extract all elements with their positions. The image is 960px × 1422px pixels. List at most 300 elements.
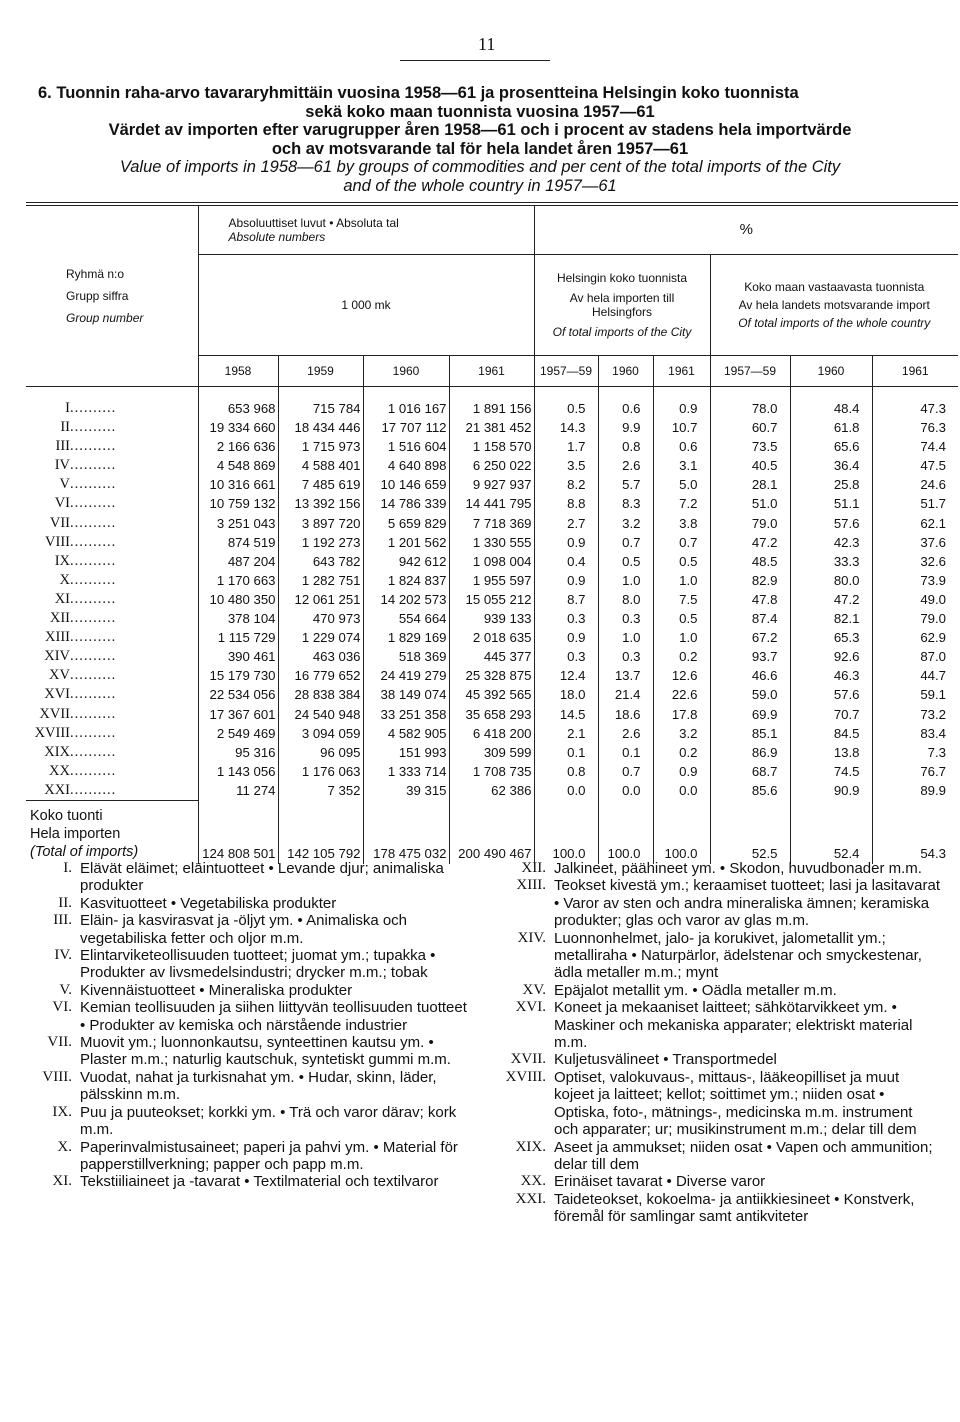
legend-description: Teokset kivestä ym.; keraamiset tuotteet; lasi ja lasitavarat • Varor av sten och andra mineraliska ämnen; keramiska produkter; glas och varor av glas m.m. xyxy=(554,877,940,930)
legend-group-number: I. xyxy=(63,860,72,876)
legend-left-column xyxy=(26,860,476,1191)
year-header: 1961 xyxy=(653,356,710,387)
percent-cell: 61.8 xyxy=(790,418,872,437)
city-share-en: Of total imports of the City xyxy=(552,325,692,339)
group-label xyxy=(26,456,198,475)
percent-cell: 0.2 xyxy=(653,743,710,762)
percent-cell: 84.5 xyxy=(790,724,872,743)
table-row xyxy=(26,571,958,590)
city-share-sv: Av hela importen till Helsingfors xyxy=(569,291,675,319)
absolute-value-cell: 10 146 659 xyxy=(363,475,449,494)
legend-group-number: VIII. xyxy=(42,1068,72,1085)
absolute-value-cell: 28 838 384 xyxy=(278,685,363,704)
group-header-sv: Grupp siffra xyxy=(66,289,129,303)
table-row xyxy=(26,387,958,419)
legend-group-number: VII. xyxy=(47,1034,72,1051)
percent-cell: 51.0 xyxy=(710,494,790,513)
total-label-fi: Koko tuonti xyxy=(30,807,103,824)
legend-group-number: XVI. xyxy=(515,999,546,1016)
percent-cell: 2.6 xyxy=(598,456,653,475)
legend-right-column xyxy=(500,860,940,1226)
percent-cell: 32.6 xyxy=(872,552,958,571)
legend-group-number: II. xyxy=(58,894,72,911)
percent-cell: 79.0 xyxy=(710,514,790,533)
legend-description: Kivennäistuotteet • Mineraliska produkter xyxy=(80,981,353,999)
group-roman-numeral: VI xyxy=(54,495,70,512)
legend-description: Kasvituotteet • Vegetabiliska produkter xyxy=(80,894,337,912)
percent-cell: 62.9 xyxy=(872,628,958,647)
percent-cell: 1.7 xyxy=(534,437,598,456)
table-top-rule xyxy=(26,202,958,203)
legend-item xyxy=(500,999,940,1051)
group-roman-numeral: IX xyxy=(54,552,70,569)
legend-description: Koneet ja mekaaniset laitteet; sähkötarvikkeet ym. • Maskiner och mekaniska apparater; elektriskt material m.m. xyxy=(554,999,913,1052)
percent-cell: 13.8 xyxy=(790,743,872,762)
percent-cell: 67.2 xyxy=(710,628,790,647)
legend-item xyxy=(26,860,476,895)
absolute-value-cell: 12 061 251 xyxy=(278,590,363,609)
absolute-value-cell: 7 718 369 xyxy=(449,514,534,533)
percent-cell: 0.1 xyxy=(598,743,653,762)
group-roman-numeral: IV xyxy=(54,457,70,474)
percent-cell: 8.8 xyxy=(534,494,598,513)
group-roman-numeral: VII xyxy=(49,514,70,531)
absolute-value-cell: 4 548 869 xyxy=(198,456,278,475)
title-swedish-line2: och av motsvarande tal för hela landet åren 1957—61 xyxy=(271,139,689,158)
total-row xyxy=(26,800,958,864)
percent-cell: 3.2 xyxy=(598,514,653,533)
percent-cell: 0.3 xyxy=(598,609,653,628)
percent-cell: 0.7 xyxy=(598,533,653,552)
absolute-value-cell: 4 640 898 xyxy=(363,456,449,475)
percent-cell: 1.0 xyxy=(598,628,653,647)
year-header: 1959 xyxy=(278,356,363,387)
absolute-value-cell: 3 897 720 xyxy=(278,514,363,533)
absolute-value-cell: 10 316 661 xyxy=(198,475,278,494)
absolute-value-cell: 9 927 937 xyxy=(449,475,534,494)
legend-group-number: X. xyxy=(57,1138,72,1155)
legend-description: Elintarviketeollisuuden tuotteet; juomat ym.; tupakka • Produkter av livsmedelsindustri; drycker m.m.; tobak xyxy=(80,947,436,982)
legend-description: Optiset, valokuvaus-, mittaus-, lääkeopilliset ja muut kojeet ja laitteet; kellot; soittimet ym.; niiden osat • Optiska, foto-, mätnings-, medicinska m.m. instrument och apparater; ur; musikinstrument m.m.; delar till dem xyxy=(554,1068,917,1139)
percent-cell: 57.6 xyxy=(790,685,872,704)
absolute-value-cell: 45 392 565 xyxy=(449,685,534,704)
dot-leader: .......... xyxy=(70,705,117,722)
legend-item xyxy=(500,1139,940,1174)
percent-cell: 70.7 xyxy=(790,705,872,724)
percent-cell: 51.1 xyxy=(790,494,872,513)
absolute-value-cell: 518 369 xyxy=(363,647,449,666)
legend-item xyxy=(500,930,940,982)
absolute-value-cell: 463 036 xyxy=(278,647,363,666)
percent-cell: 87.0 xyxy=(872,647,958,666)
percent-cell: 0.6 xyxy=(598,387,653,419)
absolute-header-fisv: Absoluuttiset luvut • Absoluta tal xyxy=(228,216,399,230)
absolute-value-cell: 715 784 xyxy=(278,387,363,419)
percent-cell: 74.4 xyxy=(872,437,958,456)
percent-cell: 2.7 xyxy=(534,514,598,533)
page-number-rule xyxy=(400,60,550,61)
group-label xyxy=(26,724,198,743)
percent-header: % xyxy=(534,206,958,255)
percent-cell: 85.1 xyxy=(710,724,790,743)
absolute-value-cell: 15 179 730 xyxy=(198,666,278,685)
year-header: 1961 xyxy=(872,356,958,387)
table-row xyxy=(26,552,958,571)
group-label xyxy=(26,666,198,685)
table-row xyxy=(26,456,958,475)
absolute-value-cell: 1 170 663 xyxy=(198,571,278,590)
absolute-header-en: Absolute numbers xyxy=(228,230,326,244)
total-value-cell: 142 105 792 xyxy=(278,800,363,864)
percent-cell: 65.6 xyxy=(790,437,872,456)
percent-cell: 1.0 xyxy=(653,628,710,647)
legend-description: Paperinvalmistusaineet; paperi ja pahvi ym. • Material för papperstillverkning; papper och papp m.m. xyxy=(80,1138,458,1173)
percent-cell: 9.9 xyxy=(598,418,653,437)
legend-description: Jalkineet, päähineet ym. • Skodon, huvudbonader m.m. xyxy=(554,860,922,877)
table-row xyxy=(26,647,958,666)
absolute-value-cell: 6 250 022 xyxy=(449,456,534,475)
import-value-table xyxy=(26,206,958,864)
percent-cell: 12.6 xyxy=(653,666,710,685)
group-label xyxy=(26,781,198,801)
absolute-value-cell: 1 098 004 xyxy=(449,552,534,571)
absolute-value-cell: 3 094 059 xyxy=(278,724,363,743)
group-roman-numeral: XI xyxy=(54,590,70,607)
group-label xyxy=(26,494,198,513)
absolute-value-cell: 390 461 xyxy=(198,647,278,666)
percent-cell: 89.9 xyxy=(872,781,958,801)
group-label xyxy=(26,647,198,666)
absolute-value-cell: 14 202 573 xyxy=(363,590,449,609)
percent-cell: 60.7 xyxy=(710,418,790,437)
absolute-value-cell: 17 367 601 xyxy=(198,705,278,724)
percent-cell: 85.6 xyxy=(710,781,790,801)
group-label xyxy=(26,552,198,571)
percent-cell: 8.3 xyxy=(598,494,653,513)
percent-cell: 0.6 xyxy=(653,437,710,456)
absolute-value-cell: 24 540 948 xyxy=(278,705,363,724)
total-value-cell: 200 490 467 xyxy=(449,800,534,864)
absolute-value-cell: 38 149 074 xyxy=(363,685,449,704)
percent-cell: 3.5 xyxy=(534,456,598,475)
absolute-value-cell: 2 166 636 xyxy=(198,437,278,456)
percent-cell: 1.0 xyxy=(653,571,710,590)
legend-item xyxy=(26,895,476,912)
percent-cell: 51.7 xyxy=(872,494,958,513)
title-finnish: 6. Tuonnin raha-arvo tavararyhmittäin vuosina 1958—61 ja prosentteina Helsingin koko tuonnista xyxy=(38,84,799,102)
absolute-value-cell: 2 018 635 xyxy=(449,628,534,647)
dot-leader: .......... xyxy=(70,419,117,436)
group-roman-numeral: XII xyxy=(49,610,70,627)
absolute-value-cell: 3 251 043 xyxy=(198,514,278,533)
percent-cell: 47.8 xyxy=(710,590,790,609)
year-header: 1960 xyxy=(598,356,653,387)
absolute-value-cell: 33 251 358 xyxy=(363,705,449,724)
dot-leader: .......... xyxy=(70,476,117,493)
legend-description: Elävät eläimet; eläintuotteet • Levande djur; animaliska produkter xyxy=(80,860,444,895)
percent-cell: 8.7 xyxy=(534,590,598,609)
legend-item xyxy=(26,1104,476,1139)
percent-cell: 0.2 xyxy=(653,647,710,666)
total-value-cell: 54.3 xyxy=(872,800,958,864)
country-share-sv: Av hela landets motsvarande import xyxy=(738,298,930,312)
group-label xyxy=(26,609,198,628)
absolute-value-cell: 14 786 339 xyxy=(363,494,449,513)
percent-cell: 5.7 xyxy=(598,475,653,494)
table-row xyxy=(26,475,958,494)
table-title-block xyxy=(20,84,940,196)
legend-item xyxy=(500,982,940,999)
percent-cell: 13.7 xyxy=(598,666,653,685)
absolute-value-cell: 1 229 074 xyxy=(278,628,363,647)
absolute-value-cell: 4 582 905 xyxy=(363,724,449,743)
group-roman-numeral: XVI xyxy=(44,686,70,703)
percent-cell: 76.7 xyxy=(872,762,958,781)
total-label-sv: Hela importen xyxy=(30,825,121,842)
percent-cell: 22.6 xyxy=(653,685,710,704)
legend-description: Vuodat, nahat ja turkisnahat ym. • Hudar, skinn, läder, pälsskinn m.m. xyxy=(80,1068,437,1104)
percent-cell: 42.3 xyxy=(790,533,872,552)
year-header: 1958 xyxy=(198,356,278,387)
percent-cell: 79.0 xyxy=(872,609,958,628)
percent-cell: 21.4 xyxy=(598,685,653,704)
percent-cell: 14.3 xyxy=(534,418,598,437)
percent-cell: 0.3 xyxy=(534,609,598,628)
absolute-value-cell: 14 441 795 xyxy=(449,494,534,513)
percent-cell: 69.9 xyxy=(710,705,790,724)
legend-item xyxy=(26,982,476,999)
percent-cell: 3.2 xyxy=(653,724,710,743)
legend-item xyxy=(500,1069,940,1139)
group-roman-numeral: X xyxy=(59,571,70,588)
legend-group-number: IV. xyxy=(54,947,72,964)
percent-cell: 0.8 xyxy=(534,762,598,781)
year-header: 1961 xyxy=(449,356,534,387)
legend-group-number: IX. xyxy=(52,1103,72,1120)
table-row xyxy=(26,628,958,647)
absolute-value-cell: 942 612 xyxy=(363,552,449,571)
total-value-cell: 124 808 501 xyxy=(198,800,278,864)
percent-cell: 47.3 xyxy=(872,387,958,419)
absolute-value-cell: 1 143 056 xyxy=(198,762,278,781)
dot-leader: .......... xyxy=(70,457,117,474)
year-header: 1957—59 xyxy=(534,356,598,387)
percent-cell: 0.0 xyxy=(534,781,598,801)
group-label xyxy=(26,628,198,647)
dot-leader: .......... xyxy=(70,514,117,531)
percent-cell: 0.1 xyxy=(534,743,598,762)
absolute-value-cell: 309 599 xyxy=(449,743,534,762)
percent-cell: 7.3 xyxy=(872,743,958,762)
absolute-value-cell: 1 829 169 xyxy=(363,628,449,647)
percent-cell: 83.4 xyxy=(872,724,958,743)
group-label xyxy=(26,590,198,609)
percent-cell: 0.9 xyxy=(653,387,710,419)
table-row xyxy=(26,743,958,762)
group-roman-numeral: XXI xyxy=(44,781,70,798)
percent-cell: 80.0 xyxy=(790,571,872,590)
percent-cell: 0.0 xyxy=(653,781,710,801)
percent-cell: 0.5 xyxy=(653,552,710,571)
dot-leader: .......... xyxy=(70,724,117,741)
table-row xyxy=(26,685,958,704)
legend-item xyxy=(26,912,476,947)
group-label xyxy=(26,475,198,494)
percent-cell: 33.3 xyxy=(790,552,872,571)
percent-cell: 47.2 xyxy=(790,590,872,609)
absolute-value-cell: 95 316 xyxy=(198,743,278,762)
absolute-value-cell: 1 955 597 xyxy=(449,571,534,590)
legend-item xyxy=(26,1139,476,1174)
absolute-value-cell: 554 664 xyxy=(363,609,449,628)
year-header: 1960 xyxy=(363,356,449,387)
absolute-value-cell: 15 055 212 xyxy=(449,590,534,609)
percent-cell: 68.7 xyxy=(710,762,790,781)
percent-cell: 46.6 xyxy=(710,666,790,685)
group-label xyxy=(26,705,198,724)
legend-item xyxy=(500,1173,940,1190)
legend-item xyxy=(500,1191,940,1226)
percent-cell: 3.8 xyxy=(653,514,710,533)
total-value-cell: 100.0 xyxy=(598,800,653,864)
absolute-value-cell: 1 824 837 xyxy=(363,571,449,590)
absolute-value-cell: 1 201 562 xyxy=(363,533,449,552)
percent-cell: 49.0 xyxy=(872,590,958,609)
percent-cell: 2.6 xyxy=(598,724,653,743)
city-share-header xyxy=(534,255,710,356)
percent-cell: 7.2 xyxy=(653,494,710,513)
absolute-value-cell: 1 891 156 xyxy=(449,387,534,419)
legend-description: Tekstiiliaineet ja -tavarat • Textilmaterial och textilvaror xyxy=(80,1173,439,1191)
percent-cell: 73.9 xyxy=(872,571,958,590)
percent-cell: 0.9 xyxy=(534,571,598,590)
dot-leader: .......... xyxy=(70,552,117,569)
group-roman-numeral: I xyxy=(65,400,70,416)
group-label xyxy=(26,514,198,533)
dot-leader: .......... xyxy=(70,571,117,588)
absolute-value-cell: 2 549 469 xyxy=(198,724,278,743)
table-row xyxy=(26,705,958,724)
table-row xyxy=(26,590,958,609)
percent-cell: 17.8 xyxy=(653,705,710,724)
group-roman-numeral: XX xyxy=(49,762,70,779)
percent-cell: 3.1 xyxy=(653,456,710,475)
country-share-fi: Koko maan vastaavasta tuonnista xyxy=(744,280,925,294)
title-finnish-line2: sekä koko maan tuonnista vuosina 1957—61 xyxy=(305,102,655,121)
percent-cell: 1.0 xyxy=(598,571,653,590)
dot-leader: .......... xyxy=(70,743,117,760)
dot-leader: .......... xyxy=(70,667,117,684)
dot-leader: .......... xyxy=(70,686,117,703)
percent-cell: 57.6 xyxy=(790,514,872,533)
percent-cell: 0.7 xyxy=(653,533,710,552)
percent-cell: 59.1 xyxy=(872,685,958,704)
dot-leader: .......... xyxy=(70,648,117,665)
legend-description: Kuljetusvälineet • Transportmedel xyxy=(554,1051,777,1069)
percent-cell: 90.9 xyxy=(790,781,872,801)
page-number: 11 xyxy=(478,34,496,54)
absolute-value-cell: 22 534 056 xyxy=(198,685,278,704)
absolute-value-cell: 10 759 132 xyxy=(198,494,278,513)
group-number-header xyxy=(26,206,198,387)
absolute-value-cell: 16 779 652 xyxy=(278,666,363,685)
percent-cell: 0.8 xyxy=(598,437,653,456)
legend-group-number: XIV. xyxy=(517,929,546,946)
legend-group-number: XV. xyxy=(522,981,546,998)
percent-cell: 46.3 xyxy=(790,666,872,685)
title-english-line2: and of the whole country in 1957—61 xyxy=(343,177,617,195)
percent-cell: 28.1 xyxy=(710,475,790,494)
absolute-value-cell: 25 328 875 xyxy=(449,666,534,685)
percent-cell: 0.7 xyxy=(598,762,653,781)
absolute-value-cell: 62 386 xyxy=(449,781,534,801)
absolute-value-cell: 1 708 735 xyxy=(449,762,534,781)
percent-cell: 0.9 xyxy=(534,628,598,647)
table-row xyxy=(26,514,958,533)
percent-cell: 2.1 xyxy=(534,724,598,743)
percent-cell: 73.2 xyxy=(872,705,958,724)
percent-cell: 48.4 xyxy=(790,387,872,419)
total-label-en: (Total of imports) xyxy=(30,843,139,860)
legend-description: Eläin- ja kasvirasvat ja -öljyt ym. • Animaliska och vegetabiliska fetter och oljor m.m. xyxy=(80,912,408,947)
percent-cell: 0.3 xyxy=(598,647,653,666)
percent-cell: 0.9 xyxy=(534,533,598,552)
table-row xyxy=(26,437,958,456)
absolute-value-cell: 1 016 167 xyxy=(363,387,449,419)
absolute-value-cell: 7 485 619 xyxy=(278,475,363,494)
percent-cell: 14.5 xyxy=(534,705,598,724)
group-roman-numeral: XIII xyxy=(45,629,70,646)
percent-cell: 8.2 xyxy=(534,475,598,494)
percent-cell: 5.0 xyxy=(653,475,710,494)
percent-cell: 47.5 xyxy=(872,456,958,475)
legend-description: Puu ja puuteokset; korkki ym. • Trä och varor därav; kork m.m. xyxy=(80,1103,457,1139)
legend-group-number: XIX. xyxy=(515,1138,546,1155)
legend-group-number: XIII. xyxy=(516,877,546,894)
legend-description: Erinäiset tavarat • Diverse varor xyxy=(554,1173,766,1191)
legend-description: Taideteokset, kokoelma- ja antiikkiesineet • Konstverk, föremål för samlingar samt antikviteter xyxy=(554,1190,915,1226)
dot-leader: .......... xyxy=(70,438,117,455)
percent-cell: 0.5 xyxy=(534,387,598,419)
total-value-cell: 100.0 xyxy=(653,800,710,864)
absolute-value-cell: 11 274 xyxy=(198,781,278,801)
percent-cell: 82.1 xyxy=(790,609,872,628)
group-header-fi: Ryhmä n:o xyxy=(66,267,125,281)
legend-group-number: XXI. xyxy=(515,1190,546,1207)
group-label xyxy=(26,743,198,762)
percent-cell: 0.5 xyxy=(653,609,710,628)
table-row xyxy=(26,418,958,437)
legend-item xyxy=(26,1173,476,1190)
absolute-value-cell: 1 715 973 xyxy=(278,437,363,456)
percent-cell: 40.5 xyxy=(710,456,790,475)
legend-item xyxy=(26,1069,476,1104)
percent-cell: 24.6 xyxy=(872,475,958,494)
table-row xyxy=(26,533,958,552)
percent-cell: 78.0 xyxy=(710,387,790,419)
title-swedish: Värdet av importen efter varugrupper åren 1958—61 och i procent av stadens hela importvärde xyxy=(108,121,852,139)
absolute-value-cell: 874 519 xyxy=(198,533,278,552)
absolute-value-cell: 17 707 112 xyxy=(363,418,449,437)
percent-cell: 76.3 xyxy=(872,418,958,437)
percent-cell: 87.4 xyxy=(710,609,790,628)
group-label xyxy=(26,762,198,781)
legend-group-number: XII. xyxy=(521,860,546,876)
absolute-value-cell: 151 993 xyxy=(363,743,449,762)
total-value-cell: 52.4 xyxy=(790,800,872,864)
percent-cell: 65.3 xyxy=(790,628,872,647)
absolute-value-cell: 487 204 xyxy=(198,552,278,571)
